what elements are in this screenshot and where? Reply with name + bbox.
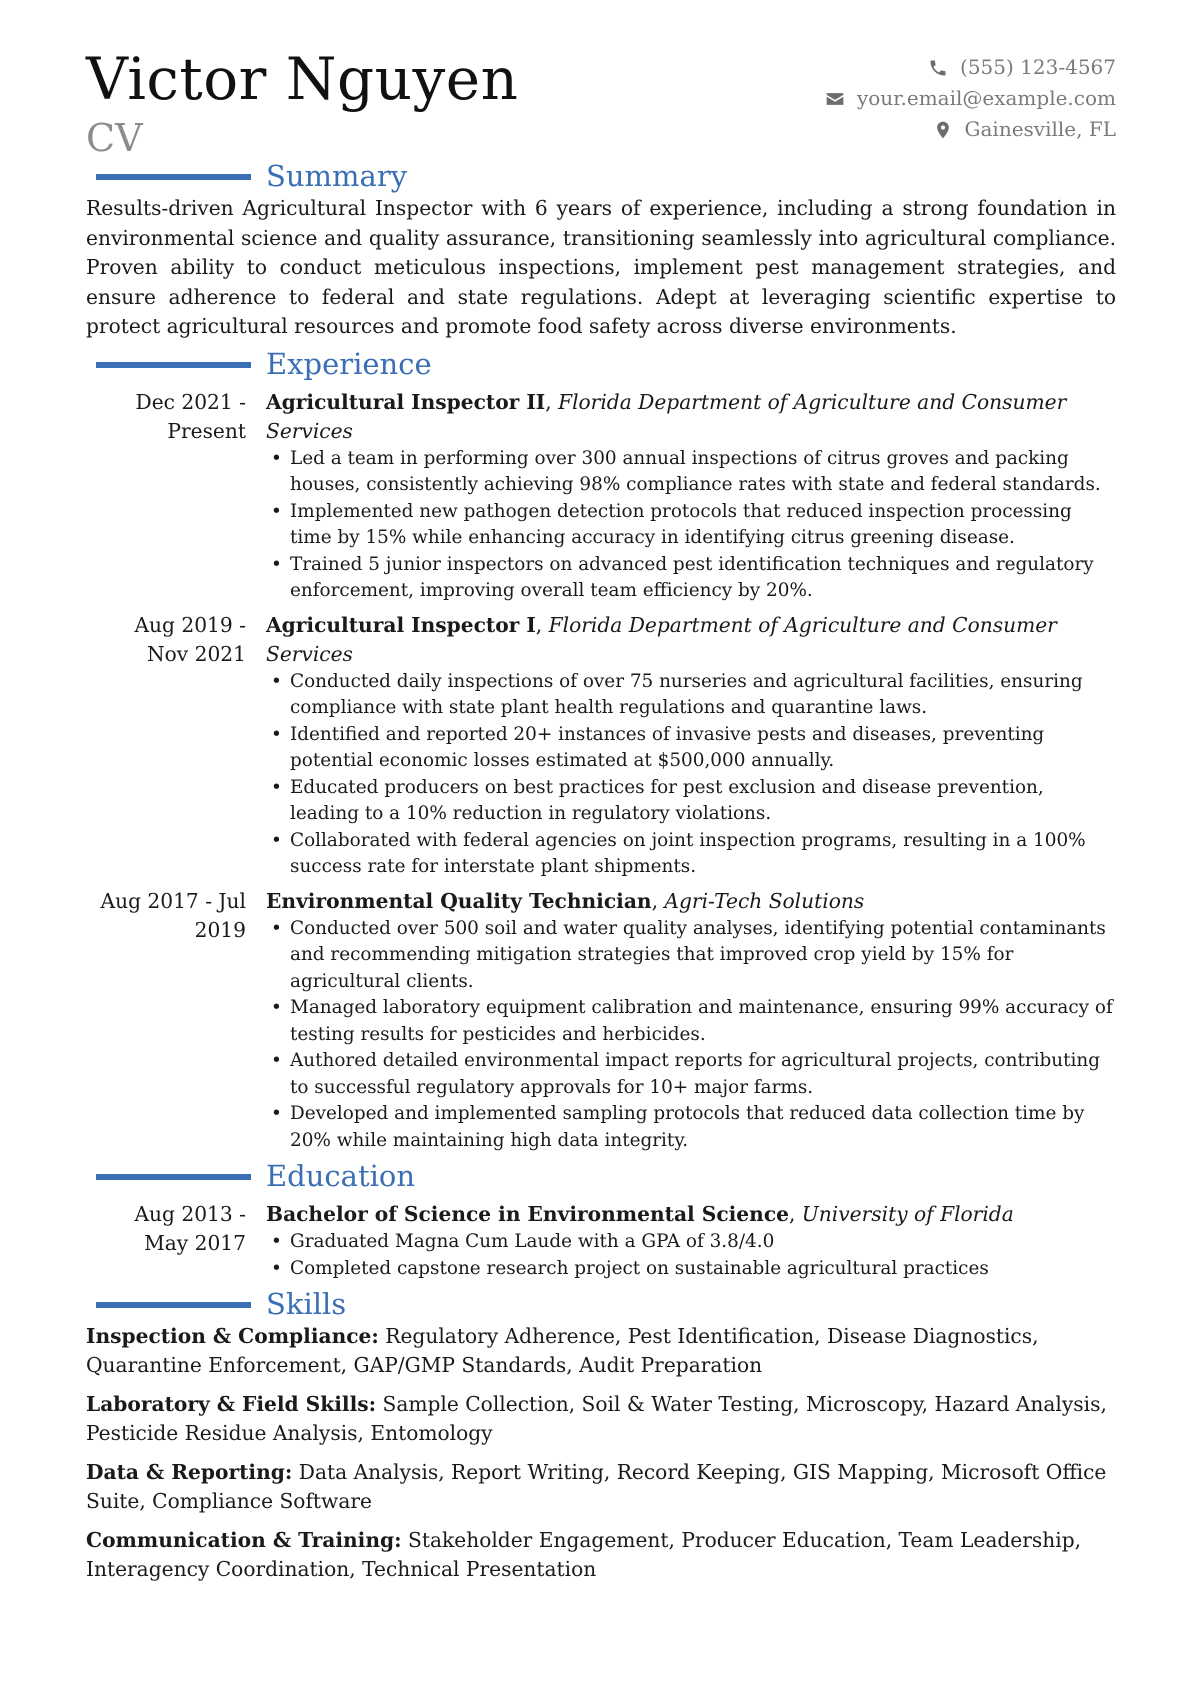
contact-info [825, 52, 1116, 145]
contact-location [825, 114, 1116, 145]
skill-group [86, 1390, 1116, 1448]
email-text: your.email@example.com [856, 86, 1116, 110]
location-text: Gainesville, FL [964, 117, 1116, 141]
experience-entry [86, 388, 1116, 605]
entry-body [266, 1200, 1116, 1282]
skill-label: Communication & Training: [86, 1528, 402, 1552]
bullet-item: • Graduated Magna Cum Laude with a GPA of 3.8/4.0 [266, 1229, 1116, 1256]
entry-header: Agricultural Inspector II, Florida Department of Agriculture and Consumer Services [266, 389, 1067, 443]
entry-date [86, 388, 266, 605]
bullet-item: • Conducted daily inspections of over 75 nurseries and agricultural facilities, ensuring compliance with state plant health regulations and quarantine laws. [266, 669, 1116, 722]
skill-label: Inspection & Compliance: [86, 1324, 379, 1348]
date-start: Dec 2021 - [135, 389, 246, 414]
date-end: May 2017 [144, 1231, 246, 1255]
candidate-name: Victor Nguyen [86, 45, 519, 113]
phone-text: (555) 123-4567 [960, 55, 1116, 79]
skill-items: Stakeholder Engagement, Producer Education, Team Leadership, Interagency Coordination, Technical Presentation [86, 1528, 1082, 1581]
section-title: Experience [266, 346, 432, 381]
section-bar [96, 174, 251, 180]
bullet-item: • Implemented new pathogen detection protocols that reduced inspection processing time by 15% while enhancing accuracy in identifying citrus greening disease. [266, 499, 1116, 552]
date-end: Nov 2021 [146, 641, 246, 666]
job-title: Agricultural Inspector I [266, 612, 536, 637]
entry-header: Agricultural Inspector I, Florida Department of Agriculture and Consumer Services [266, 612, 1057, 666]
section-bar [96, 1174, 251, 1180]
map-pin-icon [933, 120, 953, 140]
date-start: Aug 2017 - Jul [100, 888, 246, 913]
job-title: Agricultural Inspector II [266, 389, 546, 414]
education-entry [86, 1200, 1116, 1282]
skill-group [86, 1322, 1116, 1380]
section-title: Education [266, 1159, 416, 1193]
resume-page [86, 40, 1116, 1594]
degree: Bachelor of Science in Environmental Science [266, 1202, 789, 1226]
experience-list [86, 388, 1116, 1155]
bullet-list [266, 446, 1116, 605]
date-start: Aug 2019 - [134, 612, 246, 637]
entry-date [86, 887, 266, 1155]
experience-entry [86, 611, 1116, 881]
entry-body [266, 611, 1116, 881]
summary-heading [86, 158, 1116, 194]
bullet-list [266, 916, 1116, 1155]
entry-header: Bachelor of Science in Environmental Science, University of Florida [266, 1202, 1014, 1226]
bullet-item: • Developed and implemented sampling protocols that reduced data collection time by 20% while maintaining high data integrity. [266, 1101, 1116, 1154]
entry-body [266, 887, 1116, 1155]
date-start: Aug 2013 - [134, 1202, 246, 1226]
experience-heading [86, 346, 1116, 382]
entry-header: Environmental Quality Technician, Agri-Tech Solutions [266, 888, 865, 913]
job-title: Environmental Quality Technician [266, 888, 652, 913]
skill-items: Data Analysis, Report Writing, Record Keeping, GIS Mapping, Microsoft Office Suite, Compliance Software [86, 1460, 1107, 1513]
employer: Florida Department of Agriculture and Consumer Services [266, 389, 1067, 443]
skills-heading [86, 1286, 1116, 1322]
entry-date [86, 1200, 266, 1282]
bullet-item: • Educated producers on best practices for pest exclusion and disease prevention, leading to a 10% reduction in regulatory violations. [266, 775, 1116, 828]
contact-email [825, 83, 1116, 114]
header [86, 40, 1116, 158]
bullet-item: • Authored detailed environmental impact reports for agricultural projects, contributing to successful regulatory approvals for 10+ major farms. [266, 1048, 1116, 1101]
employer: Florida Department of Agriculture and Consumer Services [266, 612, 1057, 666]
bullet-item: • Collaborated with federal agencies on joint inspection programs, resulting in a 100% success rate for interstate plant shipments. [266, 828, 1116, 881]
skill-group [86, 1458, 1116, 1516]
experience-entry [86, 887, 1116, 1155]
skill-items: Sample Collection, Soil & Water Testing, Microscopy, Hazard Analysis, Pesticide Residue Analysis, Entomology [86, 1392, 1107, 1445]
section-title: Skills [266, 1287, 347, 1321]
section-title: Summary [266, 159, 408, 193]
envelope-icon [825, 89, 845, 109]
bullet-item: • Completed capstone research project on sustainable agricultural practices [266, 1256, 1116, 1283]
date-end: Present [167, 418, 246, 443]
bullet-item: • Managed laboratory equipment calibration and maintenance, ensuring 99% accuracy of testing results for pesticides and herbicides. [266, 995, 1116, 1048]
summary-text: Results-driven Agricultural Inspector with 6 years of experience, including a strong foundation in environmental science and quality assurance, transitioning seamlessly into agricultural compliance. Proven ability to conduct meticulous inspections, implement pest management strategies, and ensure adherence to federal and state regulations. Adept at leveraging scientific expertise to protect agricultural resources and promote food safety across diverse environments. [86, 196, 1116, 338]
skill-label: Data & Reporting: [86, 1460, 293, 1484]
document-subtitle: CV [86, 116, 143, 160]
institution: University of Florida [801, 1202, 1014, 1226]
section-bar [96, 1302, 251, 1308]
skill-group [86, 1526, 1116, 1584]
bullet-list [266, 1229, 1116, 1282]
section-bar [96, 362, 251, 368]
education-heading [86, 1158, 1116, 1194]
skill-items: Regulatory Adherence, Pest Identification, Disease Diagnostics, Quarantine Enforcement, GAP/GMP Standards, Audit Preparation [86, 1324, 1039, 1377]
bullet-list [266, 669, 1116, 881]
contact-phone [825, 52, 1116, 83]
bullet-item: • Led a team in performing over 300 annual inspections of citrus groves and packing houses, consistently achieving 98% compliance rates with state and federal standards. [266, 446, 1116, 499]
bullet-item: • Conducted over 500 soil and water quality analyses, identifying potential contaminants and recommending mitigation strategies that improved crop yield by 15% for agricultural clients. [266, 916, 1116, 996]
bullet-item: • Trained 5 junior inspectors on advanced pest identification techniques and regulatory enforcement, improving overall team efficiency by 20%. [266, 552, 1116, 605]
employer: Agri-Tech Solutions [664, 888, 865, 913]
skill-label: Laboratory & Field Skills: [86, 1392, 377, 1416]
entry-body [266, 388, 1116, 605]
bullet-item: • Identified and reported 20+ instances of invasive pests and diseases, preventing potential economic losses estimated at $500,000 annually. [266, 722, 1116, 775]
skills-list [86, 1322, 1116, 1584]
date-end: 2019 [194, 917, 246, 942]
phone-icon [928, 58, 948, 78]
entry-date [86, 611, 266, 881]
